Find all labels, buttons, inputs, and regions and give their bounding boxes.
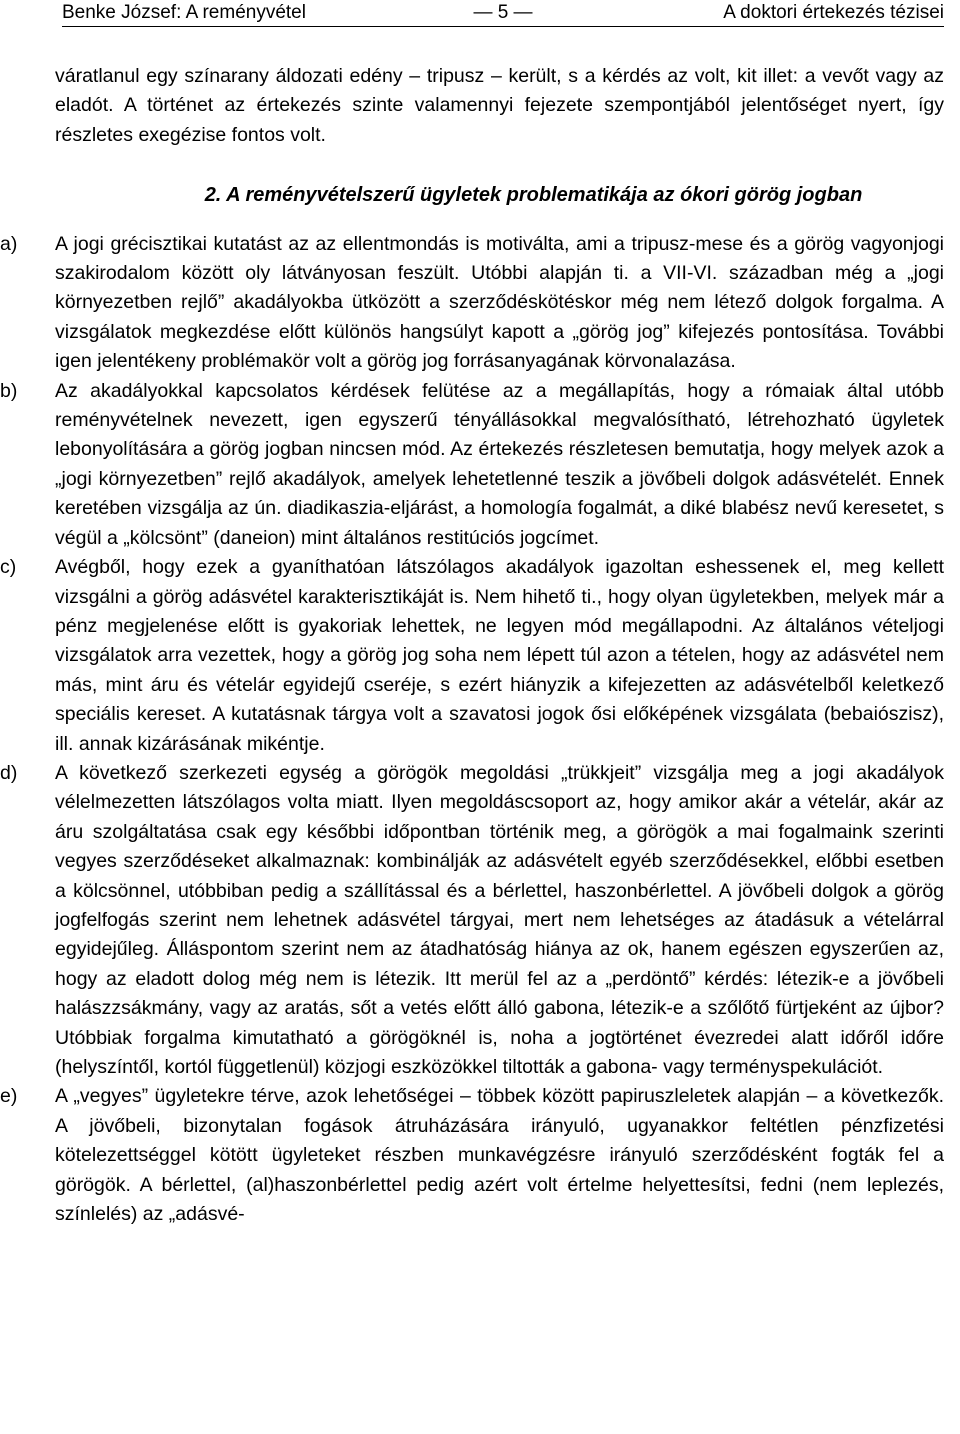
list-item-label: e): [0, 1085, 18, 1108]
list-item-text: Avégből, hogy ezek a gyaníthatóan látszólagos akadályok igazoltan eshessenek el, meg kellett vizsgálni a görög adásvétel karakterisztikáját is. Nem hihető ti., hogy olyan ügyletekben, melyek már a pénz megjelenése előtt is gyakoriak lehettek, ne legyen mód megállapodni. Az általános vételjogi vizsgálatok arra vezettek, hogy a görög jog soha nem lépett túl azon a tételen, hogy az adásvétel nem más, mint áru és vételár egyidejű cseréje, s ezért hiányzik a kifejezetten az adásvételből keletkező speciális kereset. A kutatásnak tárgya volt a szavatosi jogok ősi előképének vizsgálata (bebaiószisz), ill. annak kizárásának mikéntje.: [55, 556, 944, 755]
list-item-text: A „vegyes” ügyletekre térve, azok lehetőségei – többek között papiruszleletek alapján – a következők. A jövőbeli, bizonytalan fogások átruházására irányuló, ugyanakkor feltétlen pénzfizetési kötelezettséggel kötött ügyleteket részben munkavégzésre irányuló szerződésként fogták fel a görögök. A bérlettel, (al)haszonbérlettel pedig azért volt értelme helyettesítsi, fedni (nem leplezés, színlelés) az „adásvé-: [55, 1085, 944, 1226]
page-body: [0, 62, 944, 1229]
list-item-label: a): [0, 232, 18, 255]
list-item-label: d): [0, 761, 18, 784]
list-item-label: c): [0, 556, 17, 579]
list-item-text: A jogi grécisztikai kutatást az az ellentmondás is motiválta, ami a tripusz-mese és a görög vagyonjogi szakirodalom között oly látványosan feszült. Utóbbi alapján ti. a VII-VI. században még a „jogi környezetben rejlő” akadályokba ütközött a szerződéskötéskor még nem létező dolgok forgalma. A vizsgálatok megkezdése előtt különös hangsúlyt kapott a „görög jog” kifejezés pontosítása. További igen jelentékeny problémakör volt a görög jog forrásanyagának körvonalazása.: [55, 232, 944, 373]
list-item-c: [0, 553, 944, 759]
intro-paragraph: váratlanul egy színarany áldozati edény – tripusz – került, s a kérdés az volt, kit illet: a vevőt vagy az eladót. A történet az értekezés szinte valamennyi fejezete szempontjából jelentőséget nyert, így részletes exegézise fontos volt.: [55, 65, 944, 146]
header-document-title: A doktori értekezés tézisei: [723, 2, 944, 23]
section-heading: 2. A reményvételszerű ügyletek problematikája az ókori görög jogban: [204, 184, 863, 207]
list-item-e: [0, 1082, 944, 1229]
header-page-number: — 5 —: [473, 2, 533, 23]
list-item-b: [0, 377, 944, 553]
page-header: [62, 0, 944, 27]
list-item-label: b): [0, 379, 18, 402]
list-item-d: [0, 759, 944, 1082]
list-item-text: A következő szerkezeti egység a görögök megoldási „trükkjeit” vizsgálja meg a jogi akadályok vélelmezetten látszólagos volta miatt. Ilyen megoldáscsoport az, hogy amikor akár a vételár, akár az áru szolgáltatása csak egy későbbi időpontban történik meg, a görögök a mai fogalmaink szerinti vegyes szerződéseket alkalmaznak: kombinálják az adásvételt egyéb szerződésekkel, előbbi esetben a kölcsönnel, utóbbiban pedig a szállítással és a bérlettel, haszonbérlettel. A jövőbeli dolgok a görög jogfelfogás szerint nem lehetnek adásvétel tárgyai, mert nem lehetséges az átadásuk a vételárral egyidejűleg. Álláspontom szerint nem az átadhatóság hiánya az ok, hanem egészen egyszerűen az, hogy az eladott dolog még nem is létezik. Itt merül fel az a „perdöntő” kérdés: létezik-e a jövőbeli halászzsákmány, vagy az aratás, sőt a vetés előtt álló gabona, létezik-e a szőlőtő fürtjeként az újbor? Utóbbiak forgalma kimutatható a görögöknél is, noha a jogtörténet évezredei alatt időről időre (helyszíntől, kortól függetlenül) közjogi eszközökkel tiltották a gabona- vagy terményspekulációt.: [55, 761, 944, 1078]
header-author-title: Benke József: A reményvétel: [62, 2, 306, 23]
list-item-text: Az akadályokkal kapcsolatos kérdések felütése az a megállapítás, hogy a rómaiak által utóbb reményvételnek nevezett, igen egyszerű tényállásokkal megvalósítható, létrehozható ügyletek lebonyolítására a görög jogban nincsen mód. Az értekezés részletesen bemutatja, hogy melyek azok a „jogi környezetben” rejlő akadályok, amelyek lehetetlenné teszik a jövőbeli dolgok adásvételét. Ennek keretében vizsgálja az ún. diadikaszia-eljárást, a homología fogalmát, a diké blabész nevű keresetet, s végül a „kölcsönt” (daneion) mint általános restitúciós jogcímet.: [55, 379, 944, 549]
list-item-a: [0, 230, 944, 377]
